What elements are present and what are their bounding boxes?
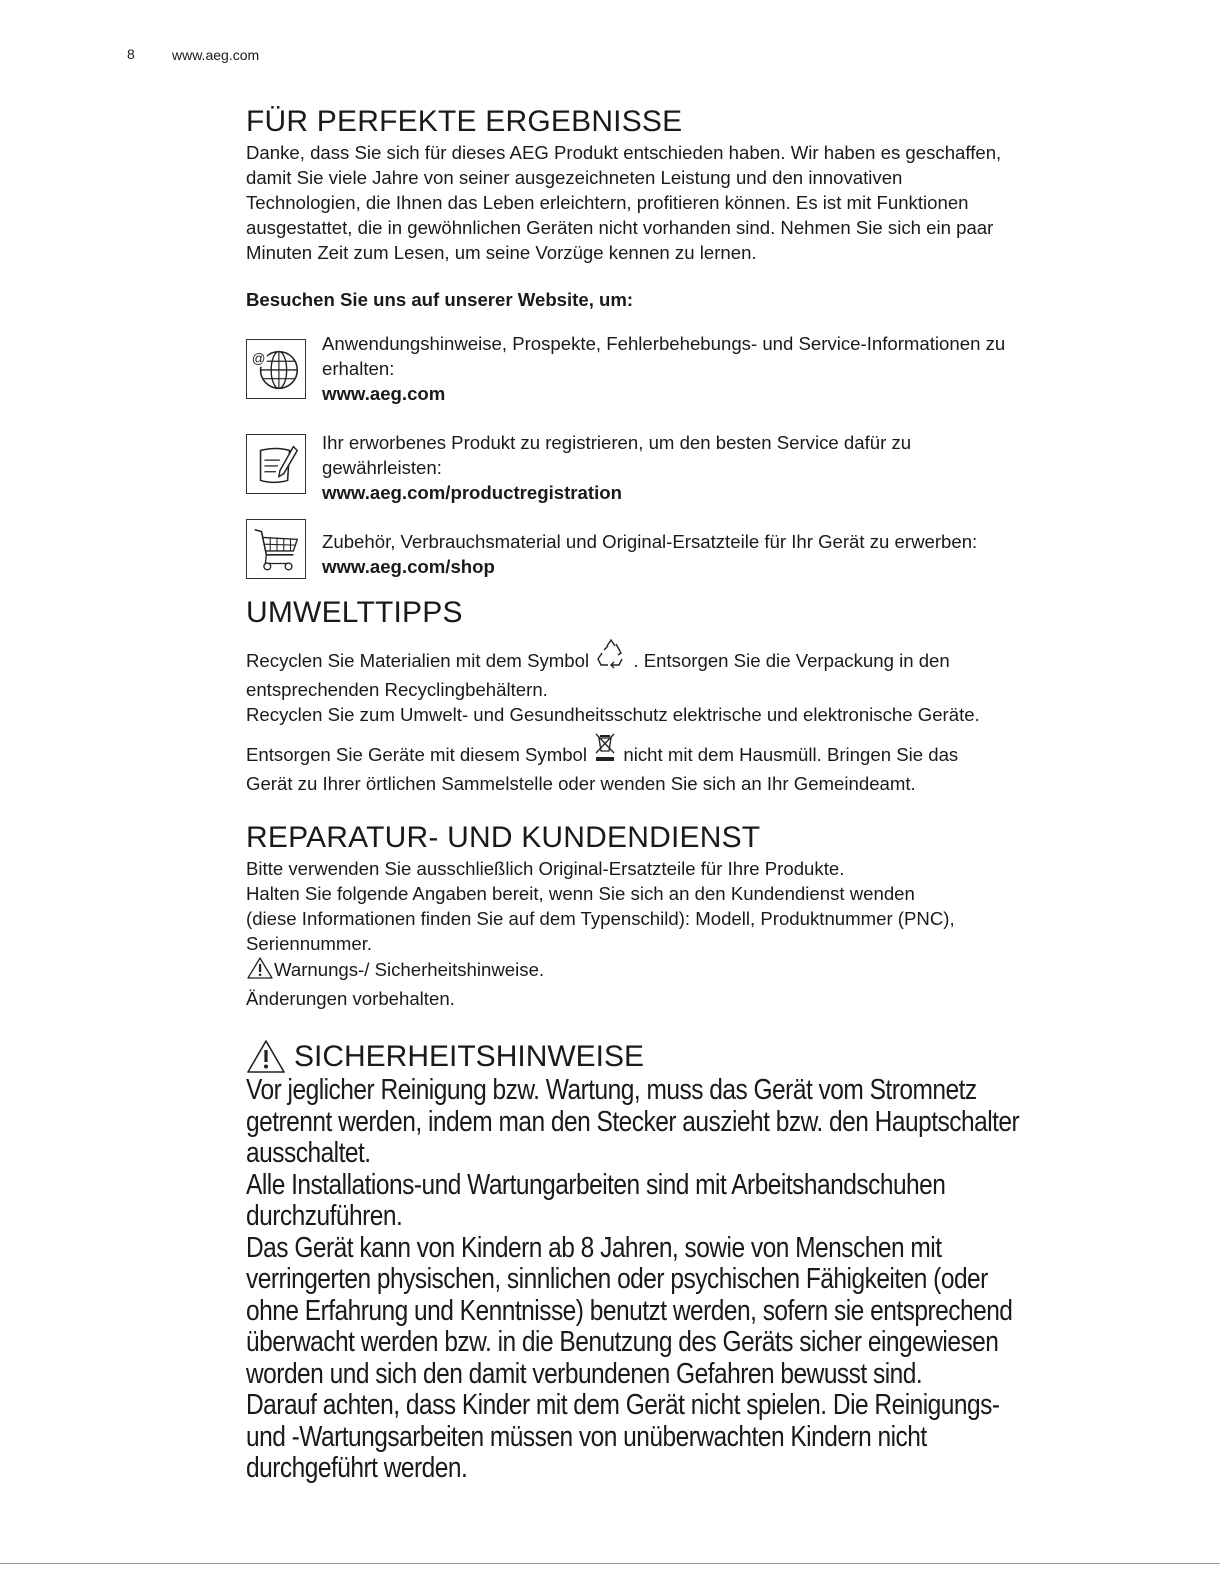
crossed-bin-icon bbox=[592, 731, 618, 771]
safety-line: getrennt werden, indem man den Stecker auszieht bzw. den Hauptschalter bbox=[246, 1105, 1020, 1138]
safety-line: überwacht werden bzw. in die Benutzung des Geräts sicher eingewiesen bbox=[246, 1326, 999, 1358]
link-row-registration bbox=[246, 430, 1116, 505]
website-link[interactable]: www.aeg.com bbox=[322, 383, 446, 404]
link-description: erhalten: bbox=[322, 358, 395, 379]
repair-text bbox=[246, 856, 1116, 1011]
safety-line: durchgeführt werden. bbox=[246, 1452, 468, 1484]
link-row-shop bbox=[246, 529, 1116, 579]
changes-note: Änderungen vorbehalten. bbox=[246, 988, 455, 1009]
safety-line: und -Wartungsarbeiten müssen von unüberwachten Kindern nicht bbox=[246, 1420, 927, 1453]
dispose-text: Gerät zu Ihrer örtlichen Sammelstelle oder wenden Sie sich an Ihr Gemeindeamt. bbox=[246, 773, 916, 794]
page-number: 8 bbox=[127, 46, 135, 62]
repair-line: Seriennummer. bbox=[246, 933, 373, 954]
safety-line: ausschaltet. bbox=[246, 1137, 371, 1169]
safety-line: worden und sich den damit verbundenen Gefahren bewusst sind. bbox=[246, 1357, 923, 1390]
safety-text bbox=[246, 1075, 1123, 1485]
intro-line: Technologien, die Ihnen das Leben erleichtern, profitieren können. Es ist mit Funktionen bbox=[246, 192, 969, 213]
registration-form-icon bbox=[246, 434, 306, 494]
recycle-icon bbox=[594, 637, 628, 677]
safety-title: SICHERHEITSHINWEISE bbox=[294, 1040, 645, 1073]
safety-line: durchzuführen. bbox=[246, 1200, 403, 1232]
globe-at-icon bbox=[246, 339, 306, 399]
shopping-cart-icon bbox=[246, 519, 306, 579]
repair-line: Halten Sie folgende Angaben bereit, wenn Sie sich an den Kundendienst wenden bbox=[246, 883, 915, 904]
warning-icon bbox=[246, 956, 274, 986]
safety-heading bbox=[246, 1039, 1116, 1075]
dispose-text: nicht mit dem Hausmüll. Bringen Sie das bbox=[623, 744, 959, 765]
page-content bbox=[246, 104, 1116, 1485]
header-url[interactable]: www.aeg.com bbox=[172, 47, 260, 63]
link-description: gewährleisten: bbox=[322, 457, 442, 478]
warning-icon bbox=[246, 1039, 286, 1075]
svg-text:@: @ bbox=[251, 351, 266, 367]
dispose-text: Entsorgen Sie Geräte mit diesem Symbol bbox=[246, 744, 588, 765]
link-description: Ihr erworbenes Produkt zu registrieren, um den besten Service dafür zu bbox=[322, 432, 912, 453]
perfect-results-title: FÜR PERFEKTE ERGEBNISSE bbox=[246, 105, 683, 138]
intro-line: Minuten Zeit zum Lesen, um seine Vorzüge kennen zu lernen. bbox=[246, 242, 757, 263]
dispose-paragraph bbox=[246, 731, 1116, 771]
recycle-paragraph bbox=[246, 637, 1116, 677]
bottom-rule bbox=[0, 1563, 1220, 1564]
recycle-text: Recyclen Sie Materialien mit dem Symbol bbox=[246, 650, 590, 671]
visit-heading: Besuchen Sie uns auf unserer Website, um: bbox=[246, 289, 634, 310]
link-row-info bbox=[246, 331, 1116, 406]
electronics-text: Recyclen Sie zum Umwelt- und Gesundheitsschutz elektrische und elektronische Geräte. bbox=[246, 704, 980, 725]
environment-text bbox=[246, 637, 1116, 796]
repair-title: REPARATUR- UND KUNDENDIENST bbox=[246, 821, 761, 854]
intro-line: Danke, dass Sie sich für dieses AEG Produkt entschieden haben. Wir haben es geschaffen, bbox=[246, 142, 1002, 163]
safety-line: verringerten physischen, sinnlichen oder psychischen Fähigkeiten (oder bbox=[246, 1263, 988, 1295]
warning-note bbox=[246, 956, 1116, 986]
intro-line: damit Sie viele Jahre von seiner ausgezeichneten Leistung und den innovativen bbox=[246, 167, 903, 188]
safety-line: Vor jeglicher Reinigung bzw. Wartung, muss das Gerät vom Stromnetz bbox=[246, 1074, 977, 1106]
recycle-text: . Entsorgen Sie die Verpackung in den bbox=[633, 650, 950, 671]
repair-line: (diese Informationen finden Sie auf dem Typenschild): Modell, Produktnummer (PNC), bbox=[246, 908, 955, 929]
repair-line: Bitte verwenden Sie ausschließlich Original-Ersatzteile für Ihre Produkte. bbox=[246, 858, 845, 879]
safety-line: ohne Erfahrung und Kenntnisse) benutzt werden, sofern sie entsprechend bbox=[246, 1294, 1013, 1327]
intro-paragraph bbox=[246, 140, 1116, 265]
shop-link[interactable]: www.aeg.com/shop bbox=[322, 556, 495, 577]
registration-link[interactable]: www.aeg.com/productregistration bbox=[322, 482, 622, 503]
environment-title: UMWELTTIPPS bbox=[246, 596, 463, 629]
link-description: Anwendungshinweise, Prospekte, Fehlerbehebungs- und Service-Informationen zu bbox=[322, 333, 1006, 354]
safety-line: Das Gerät kann von Kindern ab 8 Jahren, sowie von Menschen mit bbox=[246, 1231, 942, 1264]
link-description: Zubehör, Verbrauchsmaterial und Original-Ersatzteile für Ihr Gerät zu erwerben: bbox=[322, 531, 978, 552]
recycle-text: entsprechenden Recyclingbehältern. bbox=[246, 679, 548, 700]
safety-line: Alle Installations-und Wartungarbeiten sind mit Arbeitshandschuhen bbox=[246, 1168, 946, 1201]
intro-line: ausgestattet, die in gewöhnlichen Geräten nicht vorhanden sind. Nehmen Sie sich ein paar bbox=[246, 217, 994, 238]
warning-note-text: Warnungs-/ Sicherheitshinweise. bbox=[274, 959, 545, 980]
safety-line: Darauf achten, dass Kinder mit dem Gerät nicht spielen. Die Reinigungs- bbox=[246, 1389, 1000, 1421]
